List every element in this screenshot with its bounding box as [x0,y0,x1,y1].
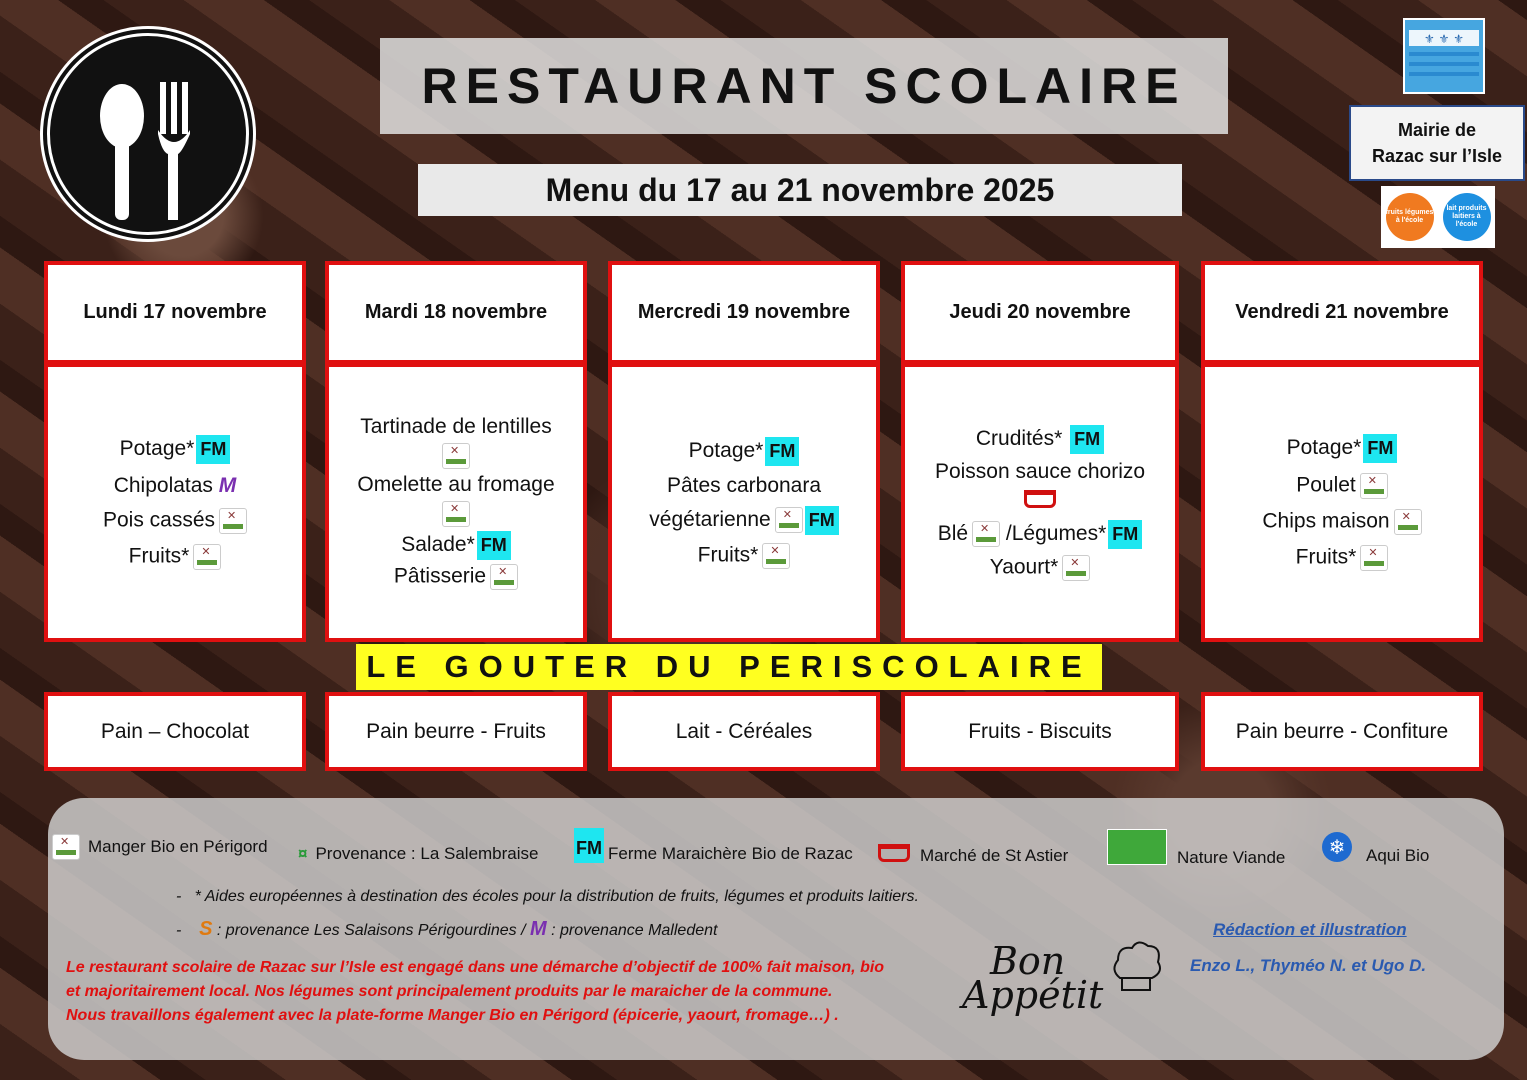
menu-item: Omelette au fromage [357,473,555,496]
manger-bio-icon [972,521,1000,547]
menu-item: Fruits*✕ [1296,545,1389,571]
menu-item: Fruits*✕ [129,544,222,570]
legend-manger-bio [52,834,268,860]
menu-mardi [325,363,587,642]
gouter-text: Pain beurre - Fruits [366,719,546,743]
gouter-text: Pain beurre - Confiture [1235,719,1449,743]
malledent-badge: M [218,474,237,497]
menu-item: Potage* FM [120,435,231,464]
gouter-lundi [44,692,306,771]
menu-item: Salade* FM [401,531,511,560]
mairie-box [1349,105,1525,181]
legend-label: Nature Viande [1177,848,1286,867]
legend-label: Manger Bio en Périgord [88,837,268,856]
engagement-line: Nous travaillons également avec la plate-forme Manger Bio en Périgord (épicerie, yaourt, fromage…) . [66,1007,839,1024]
menu-item: Pois cassés✕ [103,508,247,534]
appetit-text: Appétit [962,973,1104,1017]
menu-mercredi [608,363,880,642]
menu-lundi [44,363,306,642]
day-header-vendredi [1201,261,1483,364]
legend-label: Provenance : La Salembraise [315,844,539,863]
legend-salembraise [298,844,539,864]
gouter-jeudi [901,692,1179,771]
note-provenance [176,918,717,941]
day-name: Vendredi 21 novembre [1235,301,1449,323]
manger-bio-icon [1062,555,1090,581]
fm-badge: FM [1070,425,1104,454]
legend-label: Ferme Maraichère Bio de Razac [608,844,853,863]
menu-item: Pâtisserie✕ [394,564,518,590]
gouter-text: Fruits - Biscuits [968,719,1112,743]
snowflake-icon: ❄ [1322,832,1352,862]
day-header-jeudi [901,261,1179,364]
gouter-mardi [325,692,587,771]
day-name: Jeudi 20 novembre [949,301,1131,323]
legend-ferme [572,826,853,864]
gouter-vendredi [1201,692,1483,771]
manger-bio-icon [490,564,518,590]
fruits-legumes-logo: fruits légumes à l'école [1386,193,1434,241]
menu-item: Yaourt*✕ [990,555,1091,581]
fm-badge: FM [196,435,230,464]
manger-bio-icon [775,507,803,533]
spoon-fork-icon [50,36,246,232]
manger-bio-icon [1394,509,1422,535]
town-crest-icon [1403,18,1485,94]
subtitle-banner [418,164,1182,216]
restaurant-logo [40,26,256,242]
engagement-line: et majoritairement local. Nos légumes sont principalement produits par le maraicher de la commune. [66,983,833,1000]
school-scheme-logos [1381,186,1495,248]
manger-bio-icon [1360,545,1388,571]
cattle-icon [1107,829,1167,865]
menu-item: Pâtes carbonara [666,473,822,497]
menu-item: Potage* FM [689,437,800,466]
salembraise-icon: ¤ [298,844,308,863]
note-aides [176,888,919,906]
gouter-title: LE GOUTER DU PERISCOLAIRE [366,649,1092,684]
bon-appetit-illustration [962,936,1172,1032]
page-title: RESTAURANT SCOLAIRE [421,58,1187,114]
manger-bio-icon [442,443,470,469]
fm-badge: FM [1108,520,1142,549]
day-header-mercredi [608,261,880,364]
gouter-banner [356,644,1102,690]
menu-item: Chips maison✕ [1262,509,1421,535]
note-text: : provenance Malledent [551,922,718,939]
manger-bio-icon [193,544,221,570]
day-name: Mercredi 19 novembre [637,301,851,323]
fm-badge: FM [805,506,839,535]
menu-item: Poisson sauce chorizo [934,459,1146,483]
malledent-badge: M [530,918,547,940]
legend-nature-viande [1107,826,1285,868]
mairie-line-1: Mairie de [1397,120,1476,140]
menu-item: Potage* FM [1287,434,1398,463]
marche-basket-icon [1024,490,1056,508]
fm-badge: FM [477,531,511,560]
menu-item: végétarienne✕ FM [649,506,838,535]
manger-bio-icon [442,501,470,527]
fm-badge: FM [574,828,604,863]
manger-bio-icon [762,543,790,569]
logo-disc [47,33,249,235]
chef-hat-icon [1108,938,1164,994]
gouter-text: Pain – Chocolat [100,719,250,743]
menu-item: Tartinade de lentilles [360,415,552,438]
fm-badge: FM [765,437,799,466]
salaisons-badge: S [199,918,213,940]
credits-names: Enzo L., Thyméo N. et Ugo D. [1190,956,1427,975]
menu-item: Fruits*✕ [698,543,791,569]
svg-text:⚜ ⚜ ⚜: ⚜ ⚜ ⚜ [1424,32,1464,46]
menu-vendredi [1201,363,1483,642]
note-text: : provenance Les Salaisons Périgourdines / [216,922,526,939]
legend-aqui-bio [1322,828,1429,866]
note-dash: - [176,888,182,905]
credits-title: Rédaction et illustration [1213,920,1407,939]
mairie-line-2: Razac sur l’Isle [1371,146,1503,166]
engagement-line: Le restaurant scolaire de Razac sur l’Isle est engagé dans une démarche d’objectif de 100% fait maison, bio [66,959,885,976]
fm-badge: FM [1363,434,1397,463]
menu-date-range: Menu du 17 au 21 novembre 2025 [545,171,1055,208]
manger-bio-icon [52,834,80,860]
marche-basket-icon [878,844,910,862]
legend-marche [878,840,1068,866]
menu-item: Chipolatas M [113,474,237,497]
day-name: Lundi 17 novembre [83,301,267,323]
day-name: Mardi 18 novembre [364,301,548,323]
day-header-mardi [325,261,587,364]
bon-text: Bon [990,939,1066,983]
legend-label: Marché de St Astier [920,846,1069,865]
title-banner [380,38,1228,134]
gouter-mercredi [608,692,880,771]
menu-item: Poulet✕ [1296,473,1388,499]
manger-bio-icon [219,508,247,534]
engagement-text [66,956,966,1028]
menu-item: Crudités* FM [976,425,1104,454]
note-dash: - [176,922,182,939]
manger-bio-icon [1360,473,1388,499]
menu-item: Blé✕ /Légumes* FM [938,520,1143,549]
lait-logo: lait produits laitiers à l'école [1443,193,1491,241]
day-header-lundi [44,261,306,364]
legend-label: Aqui Bio [1366,846,1430,865]
menu-jeudi [901,363,1179,642]
note-text: * Aides européennes à destination des écoles pour la distribution de fruits, légumes et produits laitiers. [194,888,919,905]
gouter-text: Lait - Céréales [675,719,813,743]
